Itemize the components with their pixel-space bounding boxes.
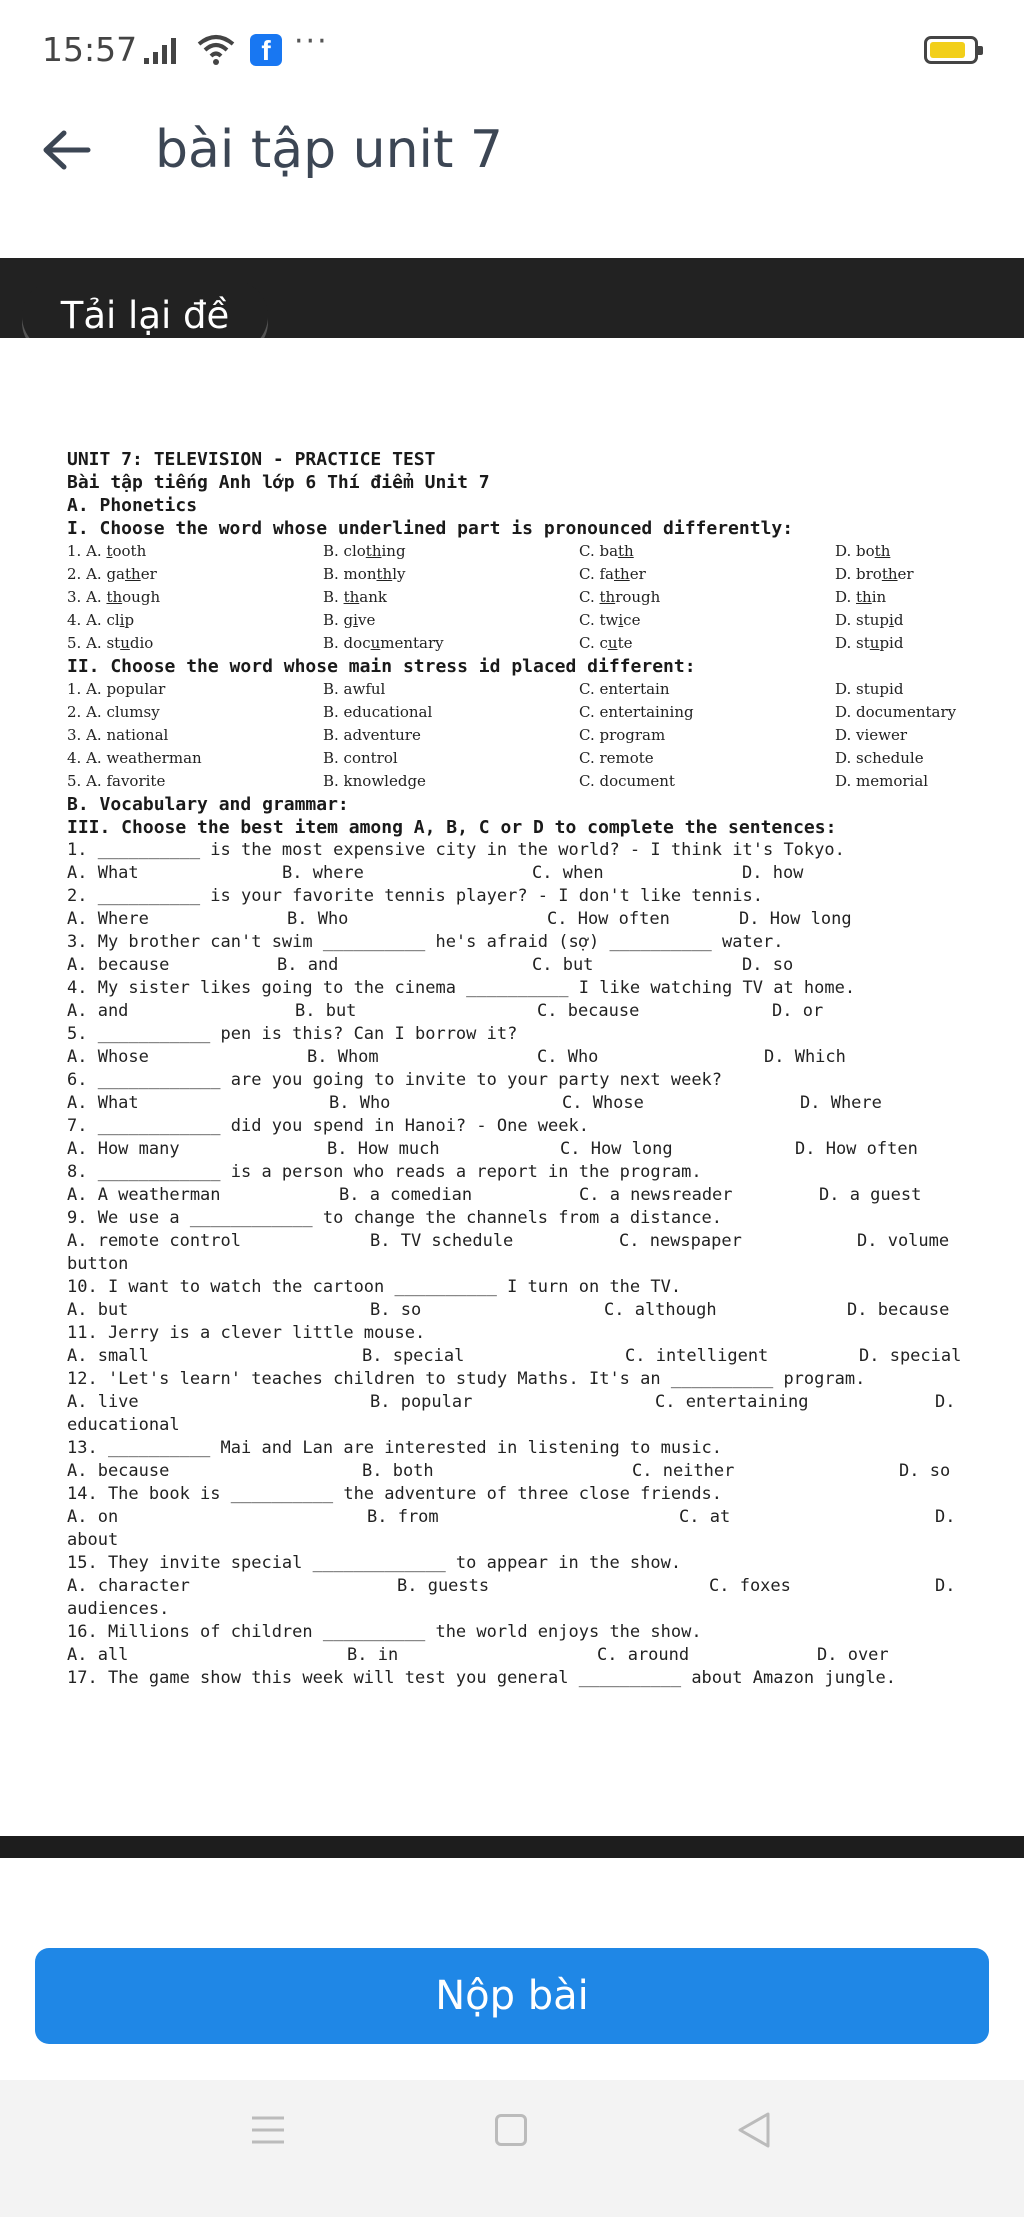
question-text: 1. __________ is the most expensive city in the world? - I think it's Tokyo. <box>67 840 845 860</box>
underlined-part: t <box>106 542 113 560</box>
answer-option: B. special <box>362 1346 465 1366</box>
option-text: C. <box>579 588 600 606</box>
answer-option: A. How many <box>67 1139 180 1159</box>
phonetics-option <box>579 540 634 563</box>
answer-option: A. remote control <box>67 1231 241 1251</box>
phonetics-row <box>67 586 967 609</box>
answer-option: D. Where <box>800 1093 882 1113</box>
question-text: 12. 'Let's learn' teaches children to study Maths. It's an __________ program. <box>67 1369 866 1389</box>
question-text: 11. Jerry is a clever little mouse. <box>67 1323 426 1343</box>
answer-option: A. Where <box>67 909 149 929</box>
option-text: er <box>140 565 157 583</box>
underlined-part: th <box>856 588 872 606</box>
question-text: 6. ____________ are you going to invite to your party next week? <box>67 1070 723 1090</box>
answer-option: A. What <box>67 1093 139 1113</box>
stress-row <box>67 678 967 701</box>
option-text: ve <box>357 611 376 629</box>
home-icon[interactable] <box>495 2114 527 2146</box>
option-text: in <box>871 588 887 606</box>
part-i-heading: I. Choose the word whose underlined part is pronounced differently: <box>67 518 794 539</box>
phonetics-option <box>67 586 160 609</box>
question-text: 15. They invite special _____________ to appear in the show. <box>67 1553 682 1573</box>
phonetics-option <box>835 540 890 563</box>
phonetics-option <box>835 586 886 609</box>
answer-option: B. popular <box>370 1392 473 1412</box>
answer-option: D. <box>935 1392 956 1412</box>
answer-option: D. <box>935 1507 956 1527</box>
answer-option: B. so <box>370 1300 422 1320</box>
answer-option: A. because <box>67 1461 170 1481</box>
option-text: ough <box>122 588 161 606</box>
answer-options-row <box>67 1230 967 1253</box>
underlined-part: i <box>618 611 624 629</box>
stress-option: C. remote <box>579 749 654 767</box>
underlined-part: u <box>607 634 618 652</box>
submit-button[interactable]: Nộp bài <box>35 1948 989 2044</box>
part-iii-heading: III. Choose the best item among A, B, C or D to complete the sentences: <box>67 817 837 838</box>
answer-options-row <box>67 1184 967 1207</box>
option-text: 3. A. <box>67 588 107 606</box>
option-text: D. st <box>835 634 870 652</box>
system-nav-bar <box>0 2080 1024 2217</box>
answer-option: B. where <box>282 863 364 883</box>
question-text: button <box>67 1254 129 1274</box>
phonetics-option <box>67 609 134 632</box>
stress-row <box>67 747 967 770</box>
answer-option: B. Who <box>287 909 349 929</box>
answer-option: D. or <box>772 1001 824 1021</box>
phonetics-option <box>579 609 640 632</box>
phonetics-option <box>323 563 405 586</box>
answer-options-row <box>67 1092 967 1115</box>
underlined-part: u <box>370 634 381 652</box>
stress-option: D. memorial <box>835 772 929 790</box>
question-text: 16. Millions of children __________ the world enjoys the show. <box>67 1622 702 1642</box>
option-text: C. c <box>579 634 608 652</box>
option-text: 5. A. st <box>67 634 121 652</box>
option-text: B. <box>323 588 344 606</box>
underlined-part: th <box>881 565 898 583</box>
answer-option: C. at <box>679 1507 731 1527</box>
answer-option: D. how <box>742 863 804 883</box>
answer-option: A. and <box>67 1001 129 1021</box>
underlined-part: th <box>365 542 382 560</box>
answer-options-row <box>67 1299 967 1322</box>
stress-option: B. educational <box>323 703 433 721</box>
answer-option: C. but <box>532 955 594 975</box>
bottom-band <box>0 1836 1024 1858</box>
worksheet-content <box>67 448 967 1690</box>
underlined-part: th <box>376 565 393 583</box>
option-text: th <box>130 542 147 560</box>
underlined-part: th <box>343 588 360 606</box>
underlined-part: th <box>613 565 630 583</box>
answer-options-row <box>67 1000 967 1023</box>
phonetics-row <box>67 609 967 632</box>
question-text: 2. __________ is your favorite tennis player? - I don't like tennis. <box>67 886 763 906</box>
answer-options-row <box>67 1345 967 1368</box>
option-text: dio <box>129 634 154 652</box>
reload-button[interactable]: Tải lại đề <box>22 280 268 352</box>
option-text: D. stup <box>835 611 890 629</box>
question-text: 9. We use a ____________ to change the channels from a distance. <box>67 1208 723 1228</box>
option-text: rough <box>615 588 661 606</box>
answer-option: B. How much <box>327 1139 440 1159</box>
answer-option: B. Who <box>329 1093 391 1113</box>
stress-option: 1. A. popular <box>67 680 166 698</box>
answer-option: C. Who <box>537 1047 599 1067</box>
option-text: 1. A. <box>67 542 107 560</box>
more-notifications-icon: ··· <box>294 24 329 59</box>
option-text: er <box>897 565 914 583</box>
option-text: d <box>893 611 904 629</box>
answer-option: A. Whose <box>67 1047 149 1067</box>
answer-option: D. <box>935 1576 956 1596</box>
answer-option: D. volume <box>857 1231 950 1251</box>
phonetics-option <box>323 540 406 563</box>
underlined-part: th <box>874 542 891 560</box>
underlined-part: th <box>125 565 141 583</box>
answer-options-row <box>67 908 967 931</box>
question-text: 3. My brother can't swim __________ he's afraid (sợ) __________ water. <box>67 932 784 952</box>
answer-options-row <box>67 954 967 977</box>
option-text: mentary <box>380 634 444 652</box>
underlined-part: th <box>618 542 634 560</box>
answer-option: D. special <box>859 1346 962 1366</box>
answer-option: D. because <box>847 1300 950 1320</box>
stress-option: C. entertaining <box>579 703 694 721</box>
underlined-part: u <box>120 634 130 652</box>
stress-option: 4. A. weatherman <box>67 749 202 767</box>
stress-option: 3. A. national <box>67 726 169 744</box>
option-text: ing <box>381 542 406 560</box>
answer-option: A. character <box>67 1576 190 1596</box>
option-text: D. <box>835 588 857 606</box>
phonetics-option <box>579 632 632 655</box>
answer-options-row <box>67 1506 967 1529</box>
question-text: 8. ____________ is a person who reads a report in the program. <box>67 1162 702 1182</box>
answer-option: B. Whom <box>307 1047 379 1067</box>
stress-option: C. entertain <box>579 680 670 698</box>
answer-option: B. and <box>277 955 339 975</box>
stress-option: C. document <box>579 772 675 790</box>
answer-option: D. Which <box>764 1047 846 1067</box>
signal-icon <box>142 36 182 66</box>
stress-option: D. stupid <box>835 680 904 698</box>
back-arrow-icon[interactable] <box>40 125 92 175</box>
question-text: educational <box>67 1415 180 1435</box>
stress-option: 2. A. clumsy <box>67 703 160 721</box>
answer-option: B. from <box>367 1507 439 1527</box>
phonetics-option <box>323 586 387 609</box>
option-text: C. ba <box>579 542 619 560</box>
option-text: ly <box>392 565 406 583</box>
question-text: 10. I want to watch the cartoon __________ I turn on the TV. <box>67 1277 682 1297</box>
section-a-heading: A. Phonetics <box>67 495 198 516</box>
option-text: B. g <box>323 611 354 629</box>
answer-option: D. How often <box>795 1139 918 1159</box>
phonetics-option <box>323 632 444 655</box>
answer-option: D. so <box>742 955 794 975</box>
stress-option: C. program <box>579 726 666 744</box>
option-text: oo <box>112 542 131 560</box>
underlined-part: i <box>889 611 894 629</box>
part-ii-heading: II. Choose the word whose main stress id placed different: <box>67 656 696 677</box>
option-text: te <box>617 634 633 652</box>
answer-option: B. a comedian <box>339 1185 473 1205</box>
section-b-heading: B. Vocabulary and grammar: <box>67 794 349 815</box>
answer-option: D. How long <box>739 909 852 929</box>
answer-option: C. when <box>532 863 604 883</box>
answer-option: C. entertaining <box>655 1392 809 1412</box>
phonetics-option <box>67 540 146 563</box>
option-text: B. clo <box>323 542 366 560</box>
status-bar <box>0 0 1024 100</box>
answer-options-row <box>67 1138 967 1161</box>
stress-option: D. viewer <box>835 726 908 744</box>
answer-option: A. all <box>67 1645 129 1665</box>
facebook-icon: f <box>250 34 282 66</box>
answer-option: D. so <box>899 1461 951 1481</box>
stress-row <box>67 724 967 747</box>
underlined-part: i <box>353 611 358 629</box>
answer-option: B. TV schedule <box>370 1231 514 1251</box>
question-text: 5. ___________ pen is this? Can I borrow it? <box>67 1024 518 1044</box>
stress-option: B. control <box>323 749 398 767</box>
answer-options-row <box>67 862 967 885</box>
stress-option: 5. A. favorite <box>67 772 166 790</box>
phonetics-row <box>67 540 967 563</box>
answer-option: C. a newsreader <box>579 1185 733 1205</box>
question-text: 4. My sister likes going to the cinema __________ I like watching TV at home. <box>67 978 856 998</box>
phonetics-option <box>835 563 914 586</box>
option-text: D. bro <box>835 565 882 583</box>
answer-option: A. but <box>67 1300 129 1320</box>
question-text: about <box>67 1530 119 1550</box>
answer-options-row <box>67 1046 967 1069</box>
answer-option: C. foxes <box>709 1576 791 1596</box>
doc-title: UNIT 7: TELEVISION - PRACTICE TEST <box>67 449 436 470</box>
stress-row <box>67 770 967 793</box>
option-text: 4. A. cl <box>67 611 120 629</box>
question-text: 17. The game show this week will test you general __________ about Amazon jungle. <box>67 1668 897 1688</box>
status-time: 15:57 <box>42 30 138 69</box>
stress-option: B. knowledge <box>323 772 426 790</box>
answer-option: A. A weatherman <box>67 1185 221 1205</box>
phonetics-row <box>67 563 967 586</box>
answer-option: B. both <box>362 1461 434 1481</box>
nav-back-icon[interactable] <box>734 2110 774 2150</box>
answer-option: A. on <box>67 1507 119 1527</box>
option-text: B. doc <box>323 634 371 652</box>
option-text: ank <box>359 588 387 606</box>
wifi-icon <box>196 32 236 66</box>
option-text: ce <box>623 611 641 629</box>
answer-option: C. neither <box>632 1461 735 1481</box>
answer-option: D. a guest <box>819 1185 922 1205</box>
question-text: 14. The book is __________ the adventure of three close friends. <box>67 1484 723 1504</box>
answer-option: A. small <box>67 1346 149 1366</box>
answer-option: C. Whose <box>562 1093 644 1113</box>
stress-option: B. awful <box>323 680 386 698</box>
page-title: bài tập unit 7 <box>155 120 504 180</box>
option-text: B. mon <box>323 565 377 583</box>
option-text: p <box>124 611 135 629</box>
option-text: 2. A. ga <box>67 565 125 583</box>
answer-option: B. in <box>347 1645 399 1665</box>
answer-option: C. How often <box>547 909 670 929</box>
phonetics-option <box>579 586 660 609</box>
stress-option: D. schedule <box>835 749 924 767</box>
underlined-part: u <box>869 634 880 652</box>
question-text: 13. __________ Mai and Lan are interested in listening to music. <box>67 1438 723 1458</box>
question-text: 7. ____________ did you spend in Hanoi? - One week. <box>67 1116 589 1136</box>
answer-option: C. because <box>537 1001 640 1021</box>
stress-option: D. documentary <box>835 703 957 721</box>
answer-option: C. around <box>597 1645 690 1665</box>
recent-apps-icon[interactable] <box>250 2110 286 2150</box>
answer-option: C. newspaper <box>619 1231 742 1251</box>
phonetics-option <box>67 632 153 655</box>
answer-option: A. because <box>67 955 170 975</box>
phonetics-option <box>835 632 903 655</box>
answer-option: B. but <box>295 1001 357 1021</box>
phonetics-option <box>579 563 646 586</box>
phonetics-option <box>835 609 903 632</box>
phonetics-option <box>323 609 375 632</box>
option-text: pid <box>879 634 904 652</box>
underlined-part: th <box>106 588 123 606</box>
answer-option: A. What <box>67 863 139 883</box>
underlined-part: i <box>119 611 125 629</box>
answer-options-row <box>67 1460 967 1483</box>
phonetics-row <box>67 632 967 655</box>
option-text: er <box>629 565 646 583</box>
doc-subtitle: Bài tập tiếng Anh lớp 6 Thí điểm Unit 7 <box>67 472 490 493</box>
underlined-part: th <box>599 588 616 606</box>
answer-options-row <box>67 1391 967 1414</box>
answer-option: A. live <box>67 1392 139 1412</box>
option-text: D. bo <box>835 542 875 560</box>
battery-icon <box>924 36 978 64</box>
answer-option: C. intelligent <box>625 1346 769 1366</box>
answer-options-row <box>67 1575 967 1598</box>
phonetics-option <box>67 563 157 586</box>
answer-option: B. guests <box>397 1576 490 1596</box>
worksheet-image <box>0 338 1024 1836</box>
answer-options-row <box>67 1644 967 1667</box>
stress-row <box>67 701 967 724</box>
answer-option: D. over <box>817 1645 889 1665</box>
option-text: C. tw <box>579 611 619 629</box>
stress-option: B. adventure <box>323 726 421 744</box>
answer-option: C. although <box>604 1300 717 1320</box>
option-text: C. fa <box>579 565 614 583</box>
answer-option: C. How long <box>560 1139 673 1159</box>
question-text: audiences. <box>67 1599 170 1619</box>
